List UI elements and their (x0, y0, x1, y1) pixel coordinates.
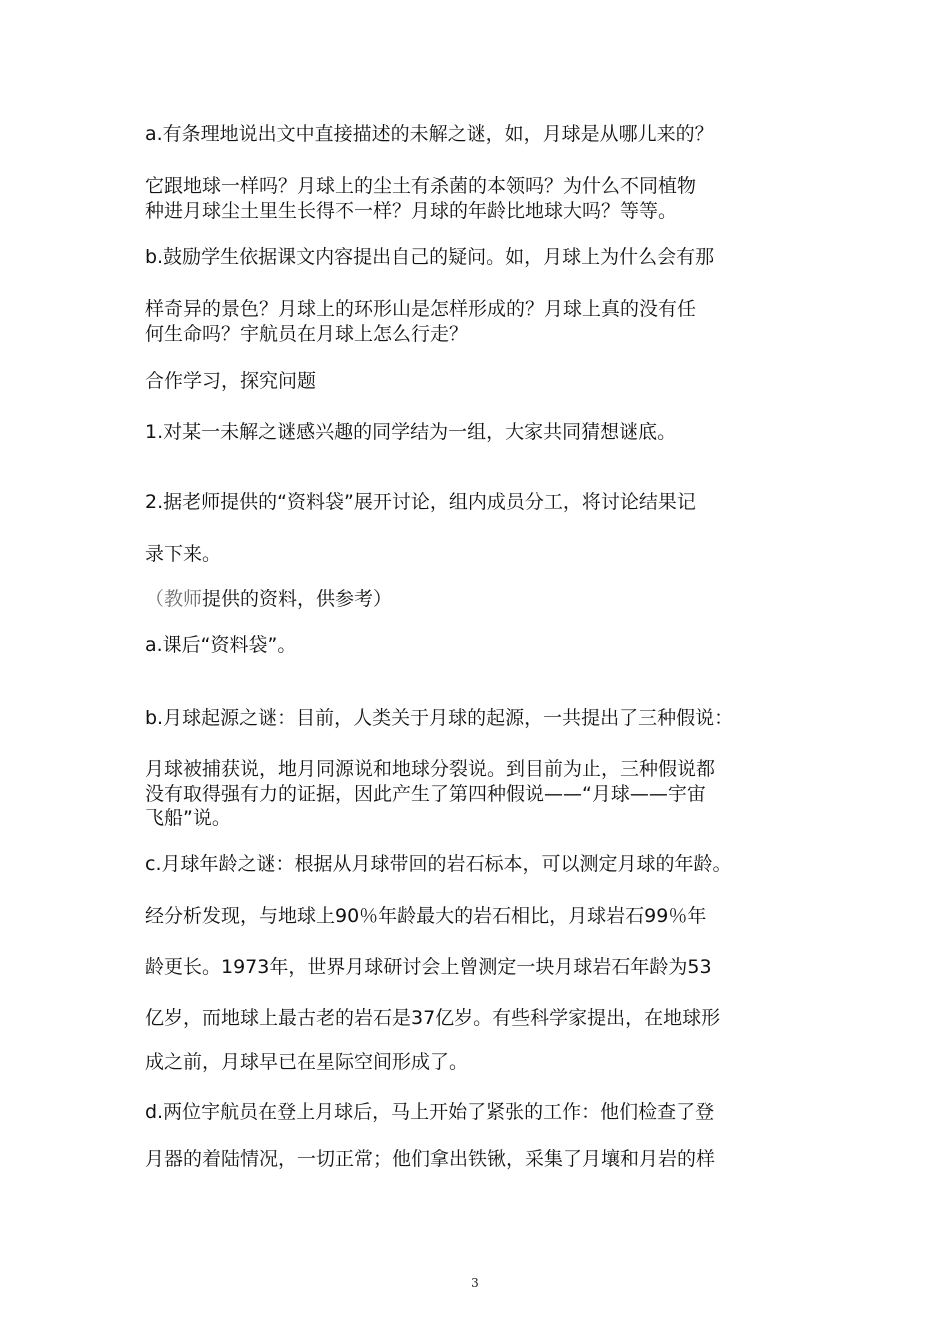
page-number: 3 (471, 1276, 479, 1290)
section-heading: 合作学习，探究问题 (145, 370, 317, 392)
paragraph-line: b.鼓励学生依据课文内容提出自己的疑问。如，月球上为什么会有那 (145, 246, 715, 268)
paragraph-line: 龄更长。1973年，世界月球研讨会上曾测定一块月球岩石年龄为53 (145, 956, 712, 978)
paragraph-line: 样奇异的景色？月球上的环形山是怎样形成的？月球上真的没有任 (145, 298, 697, 320)
paragraph-line: 成之前，月球早已在星际空间形成了。 (145, 1051, 469, 1073)
paragraph-line: 月器的着陆情况，一切正常；他们拿出铁锹，采集了月壤和月岩的样 (145, 1148, 716, 1170)
reference-note (145, 587, 815, 611)
paragraph-line: 种进月球尘土里生长得不一样？月球的年龄比地球大吗？等等。 (145, 200, 678, 222)
reference-open-paren: （ (145, 588, 165, 610)
reference-teacher: 教师 (164, 588, 203, 610)
paragraph-line: 月球被捕获说，地月同源说和地球分裂说。到目前为止，三种假说都 (145, 758, 716, 780)
paragraph-line: c.月球年龄之谜：根据从月球带回的岩石标本，可以测定月球的年龄。 (145, 853, 732, 875)
paragraph-line: b.月球起源之谜：目前，人类关于月球的起源，一共提出了三种假说： (145, 707, 734, 729)
paragraph-line: 飞船”说。 (145, 807, 231, 829)
paragraph-line: 没有取得强有力的证据，因此产生了第四种假说——“月球——宇宙 (145, 783, 706, 805)
paragraph-line: a.课后“资料袋”。 (145, 634, 297, 656)
paragraph-line: d.两位宇航员在登上月球后，马上开始了紧张的工作：他们检查了登 (145, 1101, 715, 1123)
paragraph-line: 它跟地球一样吗？月球上的尘土有杀菌的本领吗？为什么不同植物 (145, 175, 697, 197)
paragraph-line: a.有条理地说出文中直接描述的未解之谜，如，月球是从哪儿来的？ (145, 123, 714, 145)
paragraph-line: 经分析发现，与地球上90％年龄最大的岩石相比，月球岩石99％年 (145, 905, 707, 927)
paragraph-line: 录下来。 (145, 543, 222, 565)
paragraph-line: 1.对某一未解之谜感兴趣的同学结为一组，大家共同猜想谜底。 (145, 421, 677, 443)
paragraph-line: 何生命吗？宇航员在月球上怎么行走？ (145, 323, 469, 345)
paragraph-line: 亿岁，而地球上最古老的岩石是37亿岁。有些科学家提出，在地球形 (145, 1007, 721, 1029)
paragraph-line: 2.据老师提供的“资料袋”展开讨论，组内成员分工，将讨论结果记 (145, 491, 696, 513)
reference-rest: 提供的资料，供参考） (202, 588, 393, 610)
